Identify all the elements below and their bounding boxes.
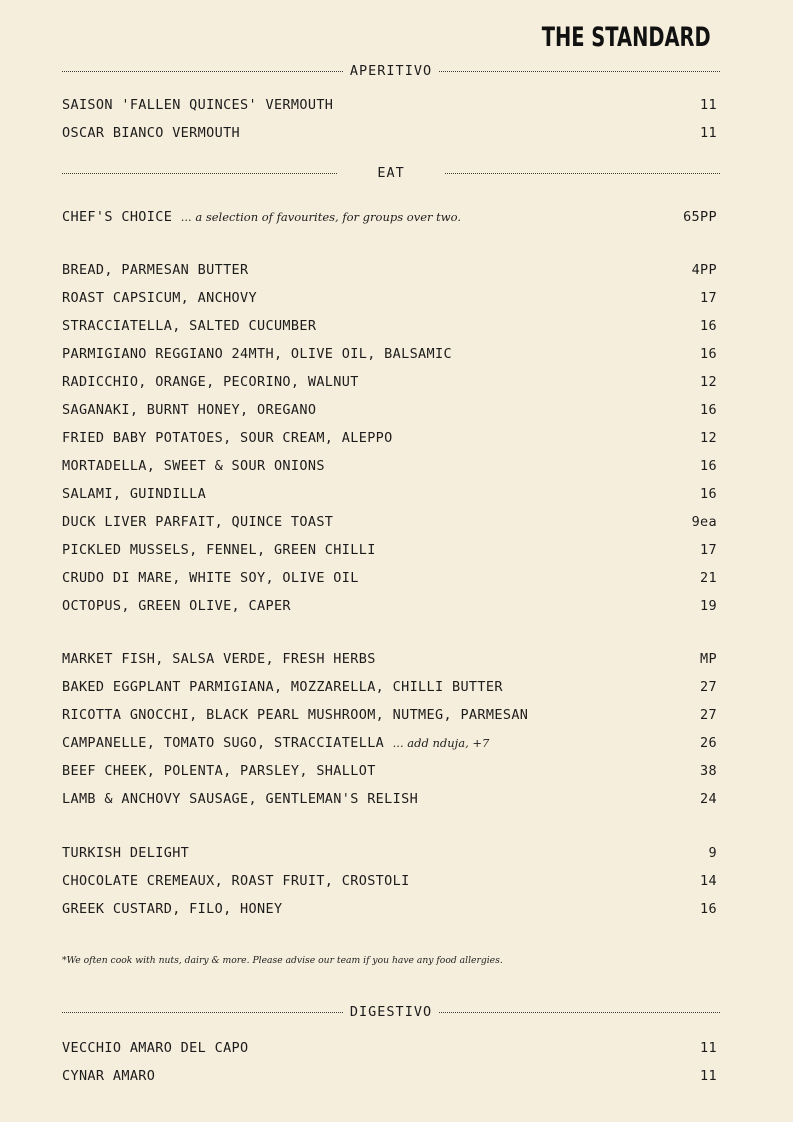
section-divider-eat — [62, 165, 720, 181]
item-note: ... a selection of favourites, for groups over two. — [180, 210, 462, 224]
menu-item — [62, 318, 717, 338]
item-price: 38 — [700, 763, 717, 779]
menu-item — [62, 707, 717, 727]
item-name: VECCHIO AMARO DEL CAPO — [62, 1040, 249, 1056]
menu-item — [62, 542, 717, 562]
menu-item — [62, 679, 717, 699]
menu-item — [62, 873, 717, 893]
item-price: 12 — [700, 374, 717, 390]
brand-logo: THE STANDARD — [542, 22, 711, 53]
item-price: MP — [700, 651, 717, 667]
divider-line — [62, 71, 343, 72]
menu-item — [62, 374, 717, 394]
item-price: 26 — [700, 735, 717, 751]
item-price: 12 — [700, 430, 717, 446]
item-price: 4PP — [691, 262, 717, 278]
section-title-aperitivo: APERITIVO — [349, 63, 433, 79]
item-price: 11 — [700, 1040, 717, 1056]
item-price: 9 — [708, 845, 717, 861]
menu-item — [62, 97, 717, 117]
item-name: TURKISH DELIGHT — [62, 845, 190, 861]
item-name: CHEF'S CHOICE — [62, 209, 173, 225]
menu-item — [62, 651, 717, 671]
section-title-eat: EAT — [377, 165, 405, 181]
item-price: 14 — [700, 873, 717, 889]
item-name: SALAMI, GUINDILLA — [62, 486, 207, 502]
item-name: CAMPANELLE, TOMATO SUGO, STRACCIATELLA — [62, 735, 385, 751]
menu-item — [62, 514, 717, 534]
menu-item — [62, 901, 717, 921]
menu-item — [62, 735, 717, 755]
item-name: PICKLED MUSSELS, FENNEL, GREEN CHILLI — [62, 542, 376, 558]
item-price: 16 — [700, 458, 717, 474]
section-divider-aperitivo — [62, 63, 720, 79]
item-price: 11 — [700, 1068, 717, 1084]
allergy-footnote: *We often cook with nuts, dairy & more. Please advise our team if you have any food allergies. — [62, 955, 503, 966]
item-name: OSCAR BIANCO VERMOUTH — [62, 125, 241, 141]
menu-item — [62, 262, 717, 282]
menu-item — [62, 570, 717, 590]
item-name: CRUDO DI MARE, WHITE SOY, OLIVE OIL — [62, 570, 359, 586]
item-name: MORTADELLA, SWEET & SOUR ONIONS — [62, 458, 325, 474]
item-name: CHOCOLATE CREMEAUX, ROAST FRUIT, CROSTOLI — [62, 873, 410, 889]
item-price: 65PP — [683, 209, 717, 225]
item-name: GREEK CUSTARD, FILO, HONEY — [62, 901, 283, 917]
menu-item — [62, 346, 717, 366]
item-price: 16 — [700, 346, 717, 362]
item-price: 27 — [700, 707, 717, 723]
item-price: 21 — [700, 570, 717, 586]
item-price: 16 — [700, 486, 717, 502]
item-price: 16 — [700, 402, 717, 418]
item-price: 19 — [700, 598, 717, 614]
section-title-digestivo: DIGESTIVO — [349, 1004, 433, 1020]
item-price: 27 — [700, 679, 717, 695]
item-name: BAKED EGGPLANT PARMIGIANA, MOZZARELLA, CHILLI BUTTER — [62, 679, 503, 695]
menu-item — [62, 486, 717, 506]
item-price: 17 — [700, 290, 717, 306]
divider-line — [62, 173, 337, 174]
section-divider-digestivo — [62, 1004, 720, 1020]
divider-line — [439, 1012, 720, 1013]
item-name: LAMB & ANCHOVY SAUSAGE, GENTLEMAN'S RELISH — [62, 791, 419, 807]
divider-line — [445, 173, 720, 174]
menu-item — [62, 458, 717, 478]
menu-item-chefs-choice — [62, 209, 717, 229]
menu-item — [62, 598, 717, 618]
item-price: 9ea — [691, 514, 717, 530]
item-name: RADICCHIO, ORANGE, PECORINO, WALNUT — [62, 374, 359, 390]
item-name: RICOTTA GNOCCHI, BLACK PEARL MUSHROOM, NUTMEG, PARMESAN — [62, 707, 529, 723]
item-name: FRIED BABY POTATOES, SOUR CREAM, ALEPPO — [62, 430, 393, 446]
item-name: CYNAR AMARO — [62, 1068, 156, 1084]
item-price: 17 — [700, 542, 717, 558]
item-name: BEEF CHEEK, POLENTA, PARSLEY, SHALLOT — [62, 763, 376, 779]
item-price: 11 — [700, 125, 717, 141]
item-name: SAISON 'FALLEN QUINCES' VERMOUTH — [62, 97, 334, 113]
item-name: OCTOPUS, GREEN OLIVE, CAPER — [62, 598, 291, 614]
item-name: DUCK LIVER PARFAIT, QUINCE TOAST — [62, 514, 334, 530]
menu-item — [62, 845, 717, 865]
menu-item — [62, 430, 717, 450]
menu-item — [62, 763, 717, 783]
menu-item — [62, 290, 717, 310]
item-name-group — [62, 209, 461, 225]
menu-item — [62, 402, 717, 422]
menu-item — [62, 791, 717, 811]
item-price: 24 — [700, 791, 717, 807]
item-name: SAGANAKI, BURNT HONEY, OREGANO — [62, 402, 317, 418]
divider-line — [62, 1012, 343, 1013]
item-note: ... add nduja, +7 — [392, 736, 490, 750]
menu-item — [62, 1040, 717, 1060]
item-name-group — [62, 735, 489, 751]
item-price: 11 — [700, 97, 717, 113]
item-price: 16 — [700, 901, 717, 917]
item-price: 16 — [700, 318, 717, 334]
item-name: BREAD, PARMESAN BUTTER — [62, 262, 249, 278]
item-name: MARKET FISH, SALSA VERDE, FRESH HERBS — [62, 651, 376, 667]
item-name: PARMIGIANO REGGIANO 24MTH, OLIVE OIL, BALSAMIC — [62, 346, 452, 362]
menu-item — [62, 125, 717, 145]
item-name: STRACCIATELLA, SALTED CUCUMBER — [62, 318, 317, 334]
divider-line — [439, 71, 720, 72]
item-name: ROAST CAPSICUM, ANCHOVY — [62, 290, 257, 306]
menu-item — [62, 1068, 717, 1088]
